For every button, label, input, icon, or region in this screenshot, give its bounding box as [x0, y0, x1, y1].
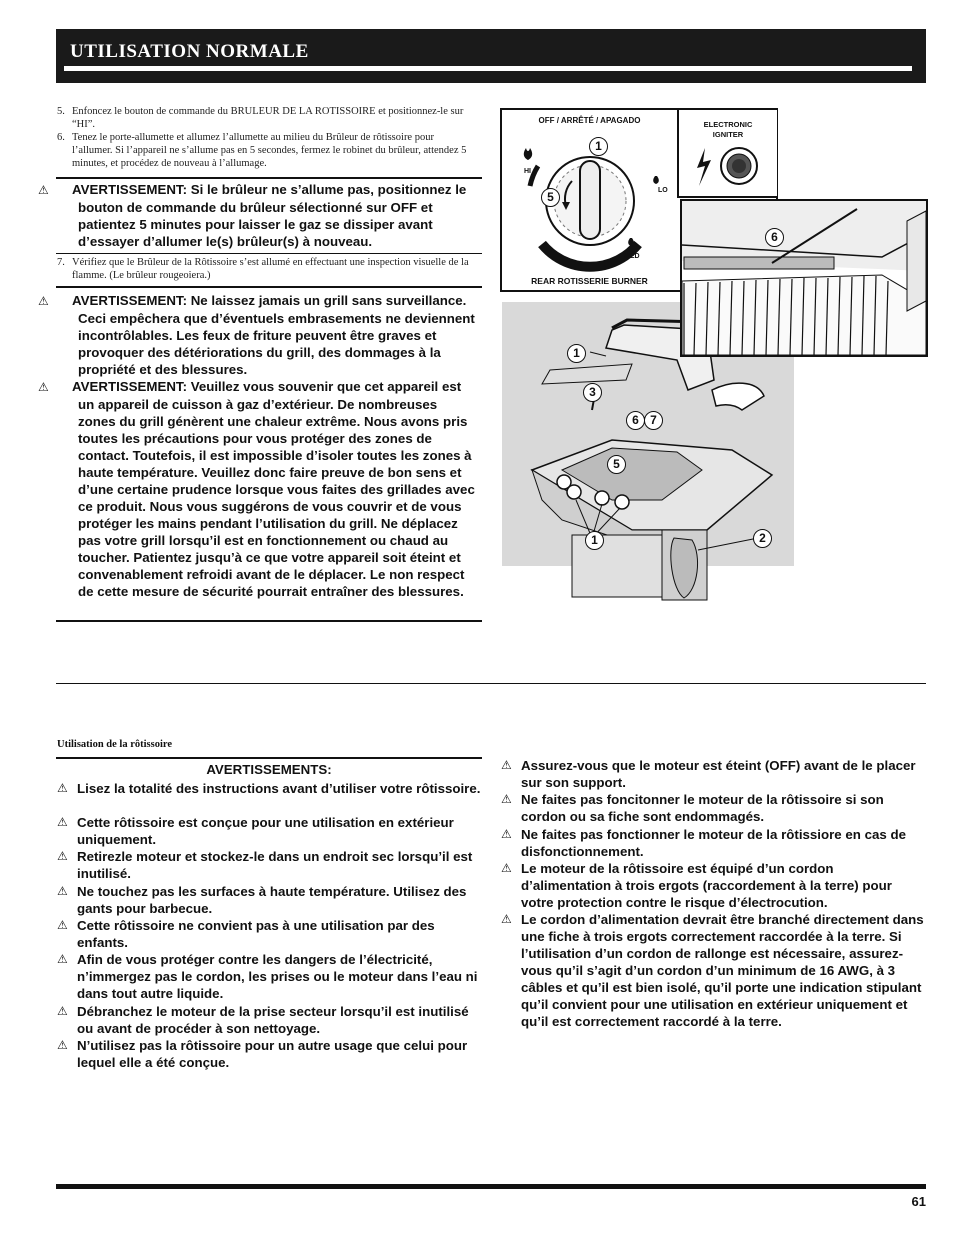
list-item: ⚠ Ne faites pas fonctionner le moteur de la rôtissiore en cas de disfonctionnement. — [501, 827, 906, 859]
knob-med-label: MED — [624, 253, 640, 260]
header-rule — [64, 66, 912, 71]
list-item: ⚠ Lisez la totalité des instructions avant d’utiliser votre rôtissoire. — [57, 781, 481, 796]
warning-triangle-icon: ⚠ — [57, 849, 68, 863]
rotisserie-burner-closeup-icon — [682, 201, 926, 355]
warning-triangle-icon: ⚠ — [38, 294, 49, 308]
warning-ignition: ⚠ AVERTISSEMENT: Si le brûleur ne s’allume pas, positionnez le bouton de commande du brûleur sélectionné sur OFF et patientez 5 minutes pour laisser le gaz se dissiper avant d’essayer d’allumer le(s) brûleur(s) à nouveau. — [38, 182, 467, 249]
divider — [56, 286, 482, 288]
page-title: UTILISATION NORMALE — [70, 41, 309, 62]
callout-1: 1 — [585, 531, 604, 550]
list-item: ⚠ Ne faites pas foncitonner le moteur de la rôtissoire si son cordon ou sa fiche sont endommagés. — [501, 792, 884, 824]
knob-caption: REAR ROTISSERIE BURNER — [531, 276, 648, 286]
callout-6: 6 — [626, 411, 645, 430]
divider — [56, 177, 482, 179]
warning-triangle-icon: ⚠ — [57, 918, 68, 932]
igniter-label: ELECTRONIC IGNITER — [703, 120, 753, 139]
callout-2: 2 — [753, 529, 772, 548]
knob-off-label: OFF / ARRÊTÉ / APAGADO — [538, 116, 641, 125]
knob-lo-label: LO — [658, 187, 668, 194]
warning-triangle-icon: ⚠ — [501, 827, 512, 841]
list-item: ⚠ Ne touchez pas les surfaces à haute température. Utilisez des gants pour barbecue. — [57, 884, 467, 916]
divider — [56, 620, 482, 622]
callout-5: 5 — [541, 188, 560, 207]
step-5: 5. Enfoncez le bouton de commande du BRULEUR DE LA ROTISSOIRE et positionnez-le sur “HI”. — [57, 106, 464, 130]
callout-7: 7 — [644, 411, 663, 430]
warning-outdoor-gas: ⚠ AVERTISSEMENT: Veuillez vous souvenir que cet appareil est un appareil de cuisson à gaz d’extérieur. De nombreuses zones du grill génèrent une chaleur extrême. Nous avons pris toutes les précautions pour vous protéger des zones de contact. Toutefois, il est impossible d’isoler toutes les zones à haute température. Veuillez donc faire preuve de bon sens et d’une certaine prudence lorsque vous faites des grillades avec ce produit. Nous vous suggérons de vous couvrir et de vous protéger les mains pendant l’utilisation du grill. Ne déplacez pas votre grill lorsqu’il est en fonctionnement ou chaud au toucher. Patientez jusqu’à ce que votre appareil soit éteint et convenablement refroidi avant de le déplacer. Le non respect de cette mesure de sécurité pourrait entraîner des blessures. — [38, 379, 475, 599]
list-item: ⚠ Cette rôtissoire est conçue pour une utilisation en extérieur uniquement. — [57, 815, 454, 847]
list-item: ⚠ Assurez-vous que le moteur est éteint (OFF) avant de le placer sur son support. — [501, 758, 916, 790]
warning-triangle-icon: ⚠ — [501, 861, 512, 875]
warning-triangle-icon: ⚠ — [38, 183, 49, 197]
warning-triangle-icon: ⚠ — [38, 380, 49, 394]
section-divider — [56, 683, 926, 684]
warning-triangle-icon: ⚠ — [57, 1004, 68, 1018]
warning-triangle-icon: ⚠ — [501, 792, 512, 806]
warning-triangle-icon: ⚠ — [501, 912, 512, 926]
list-item: ⚠ N’utilisez pas la rôtissoire pour un autre usage que celui pour lequel elle a été conçue. — [57, 1038, 468, 1070]
igniter-button-icon — [679, 142, 777, 192]
warnings-heading: AVERTISSEMENTS: — [206, 762, 332, 777]
warning-triangle-icon: ⚠ — [57, 884, 68, 898]
warning-triangle-icon: ⚠ — [57, 781, 68, 795]
warning-triangle-icon: ⚠ — [57, 815, 68, 829]
callout-3: 3 — [583, 383, 602, 402]
callout-1: 1 — [567, 344, 586, 363]
list-item: ⚠ Cette rôtissoire ne convient pas à une utilisation par des enfants. — [57, 918, 435, 950]
knob-hi-label: HI — [524, 168, 531, 175]
list-item: ⚠ Débranchez le moteur de la prise secteur lorsqu’il est inutilisé ou avant de procéder à son nettoyage. — [57, 1004, 469, 1036]
step-7: 7. Vérifiez que le Brûleur de la Rôtissoire s’est allumé en effectuant une inspection visuelle de la flamme. (Le brûleur rougeoiera.) — [57, 257, 469, 281]
footer-rule — [56, 1184, 926, 1189]
warning-supervision: ⚠ AVERTISSEMENT: Ne laissez jamais un grill sans surveillance. Ceci empêchera que d’éventuels embrasements ne deviennent incontrôlables. Les feux de friture peuvent être graves et provoquer des détériorations du grill, des dommages à la propriété et des blessures. — [38, 293, 475, 377]
callout-5: 5 — [607, 455, 626, 474]
step-6: 6. Tenez le porte-allumette et allumez l’allumette au milieu du Brûleur de rôtissoire pour l’allumer. Si l’appareil ne s’allume pas en 5 secondes, fermez le robinet du brûleur, attendez 5 minutes, et procédez de nouveau à l’allumage. — [57, 132, 467, 169]
page-header — [56, 29, 926, 83]
callout-6: 6 — [765, 228, 784, 247]
warning-triangle-icon: ⚠ — [57, 1038, 68, 1052]
page-number: 61 — [911, 1194, 926, 1209]
warning-triangle-icon: ⚠ — [501, 758, 512, 772]
section-title: Utilisation de la rôtissoire — [57, 739, 173, 750]
divider — [56, 757, 482, 759]
divider — [56, 253, 482, 254]
burner-zoom-inset — [680, 199, 928, 357]
list-item: ⚠ Le cordon d’alimentation devrait être branché directement dans une fiche à trois ergots correctement raccordée à la terre. Si l’utilisation d’un cordon de rallonge est nécessaire, assurez-vous qu’il s’agit d’un cordon d’un minimum de 16 AWG, à 3 câbles et qu’il est bien isolé, qu’il porte une indication stipulant qu’il convient pour une utilisation en extérieur uniquement et qu’il est correctement raccordé à la terre. — [501, 912, 924, 1029]
list-item: ⚠ Le moteur de la rôtissoire est équipé d’un cordon d’alimentation à trois ergots (raccordement à la terre) pour votre protection contre le risque d’électrocution. — [501, 861, 892, 910]
warning-triangle-icon: ⚠ — [57, 952, 68, 966]
igniter-panel — [677, 110, 777, 198]
list-item: ⚠ Retirezle moteur et stockez-le dans un endroit sec lorsqu’il est inutilisé. — [57, 849, 473, 881]
list-item: ⚠ Afin de vous protéger contre les dangers de l’électricité, n’immergez pas le cordon, les prises ou le moteur dans l’eau ni dans tout autre liquide. — [57, 952, 478, 1001]
callout-1: 1 — [589, 137, 608, 156]
